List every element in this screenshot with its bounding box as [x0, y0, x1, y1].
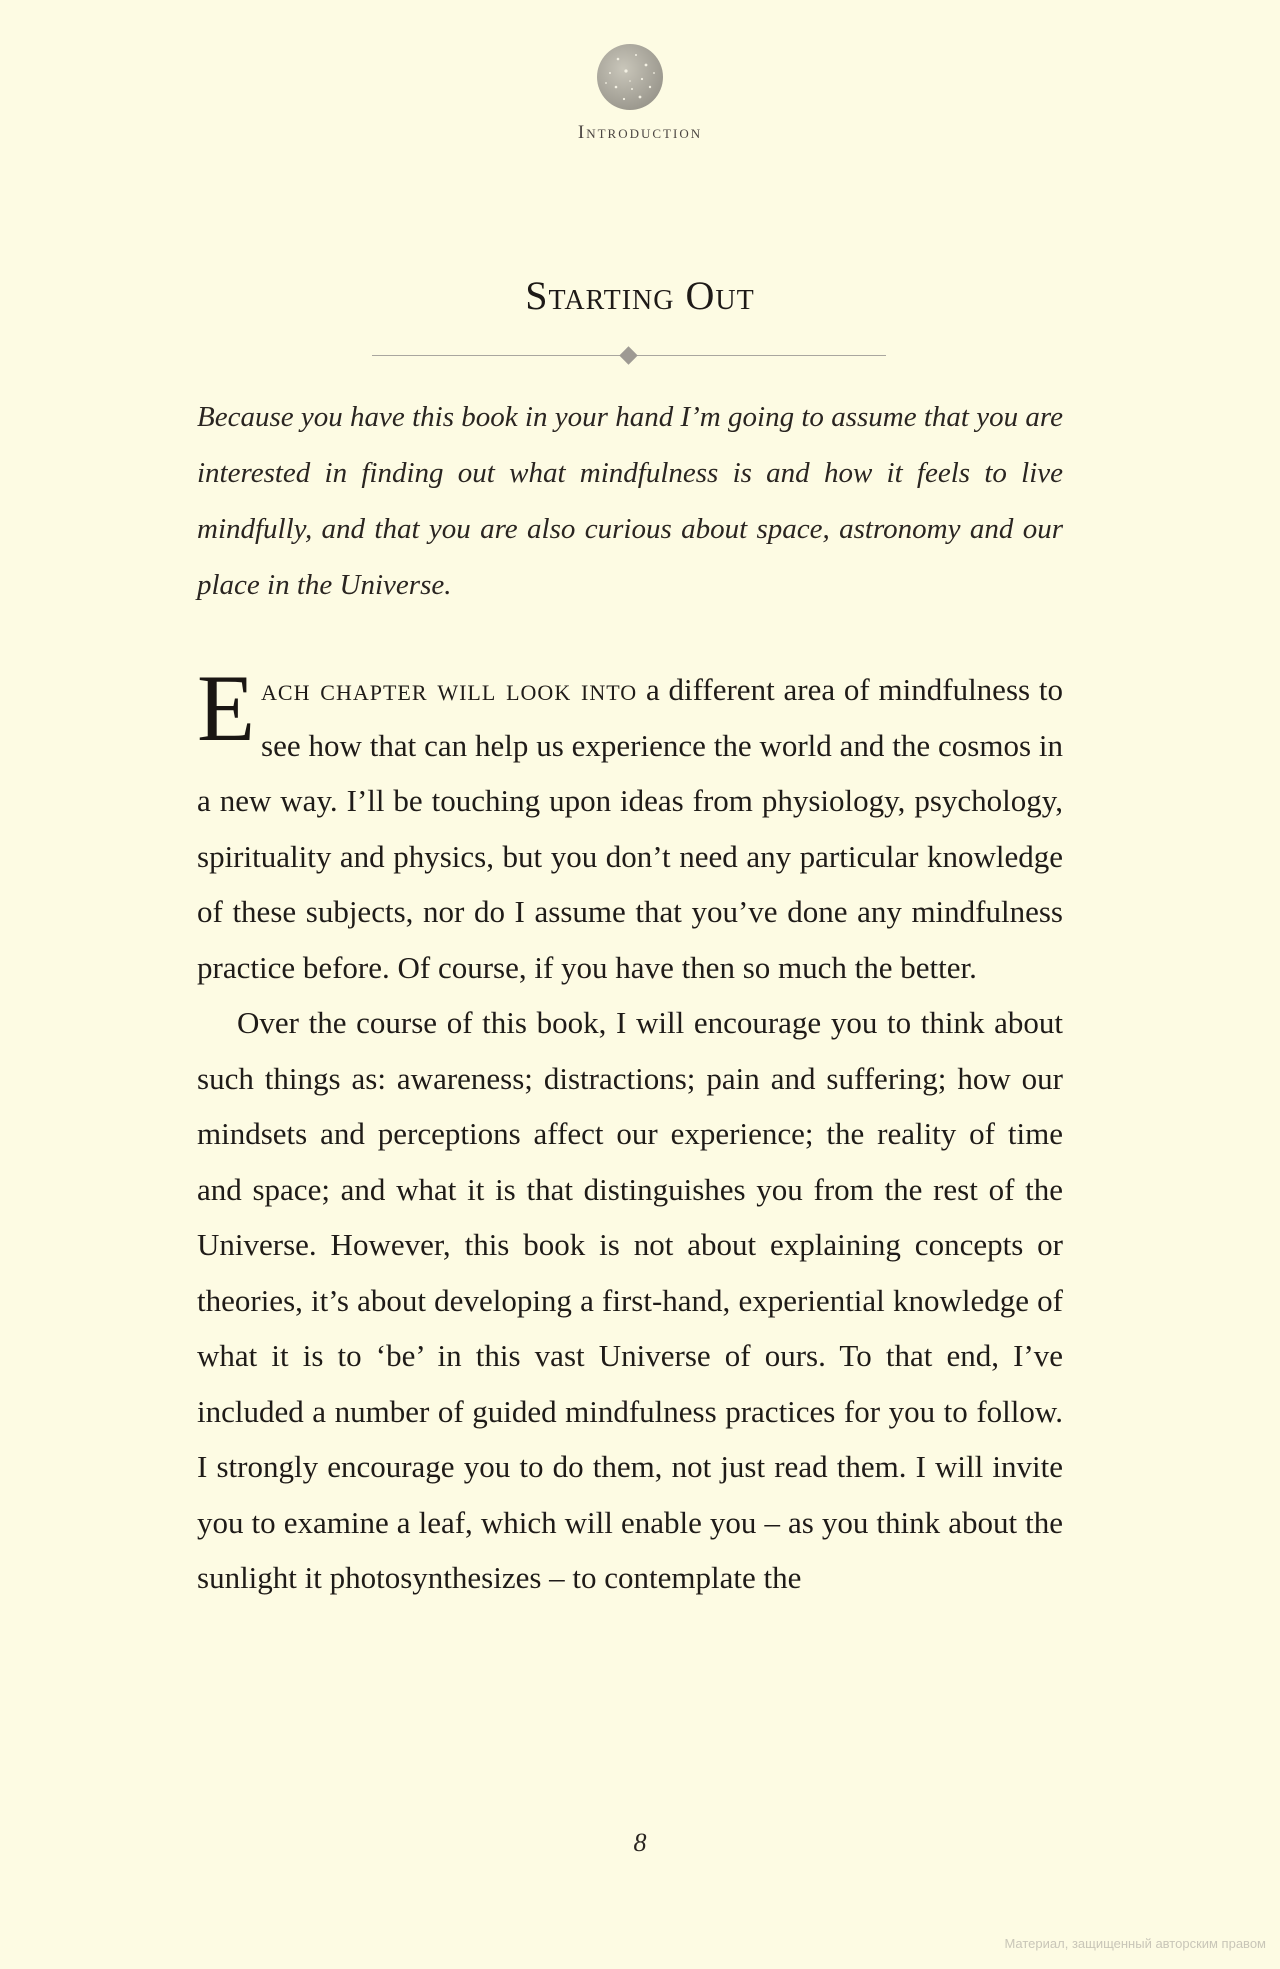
- ornamental-divider: [372, 344, 886, 368]
- copyright-watermark: Материал, защищенный авторским правом: [1004, 1936, 1266, 1951]
- paragraph-1: [197, 655, 1063, 995]
- paragraph-1-text: a different area of mindfulness to see how that can help us experience the world and the cosmos in a new way. I’ll be touching upon ideas from physiology, psychology, spirituality and physics, but you don’t need any particular knowledge of these subjects, nor do I assume that you’ve done any mindfulness practice before. Of course, if you have then so much the better.: [197, 672, 1063, 985]
- paragraph-2: Over the course of this book, I will encourage you to think about such things as: awareness; distractions; pain and suffering; how our mindsets and perceptions affect our experience; the reality of time and space; and what it is that distinguishes you from the rest of the Universe. However, this book is not about explaining concepts or theories, it’s about developing a first-hand, experiential knowledge of what it is to ‘be’ in this vast Universe of ours. To that end, I’ve included a number of guided mindfulness practices for you to follow. I strongly encourage you to do them, not just read them. I will invite you to examine a leaf, which will enable you – as you think about the sunlight it photosynthesizes – to contemplate the: [197, 1005, 1063, 1595]
- starry-moon-icon: [596, 43, 664, 111]
- diamond-ornament-icon: [619, 346, 637, 364]
- body-text: [197, 655, 1063, 1606]
- page-number: 8: [633, 1828, 647, 1857]
- lead-in: ach chapter will look into: [261, 672, 638, 707]
- drop-cap: E: [197, 655, 256, 761]
- intro-paragraph: Because you have this book in your hand I’m going to assume that you are interested in finding out what mindfulness is and how it feels to live mindfully, and that you are also curious about space, astronomy and our place in the Universe.: [197, 401, 1063, 601]
- chapter-title: Starting Out: [525, 273, 755, 318]
- running-head: Introduction: [577, 122, 703, 143]
